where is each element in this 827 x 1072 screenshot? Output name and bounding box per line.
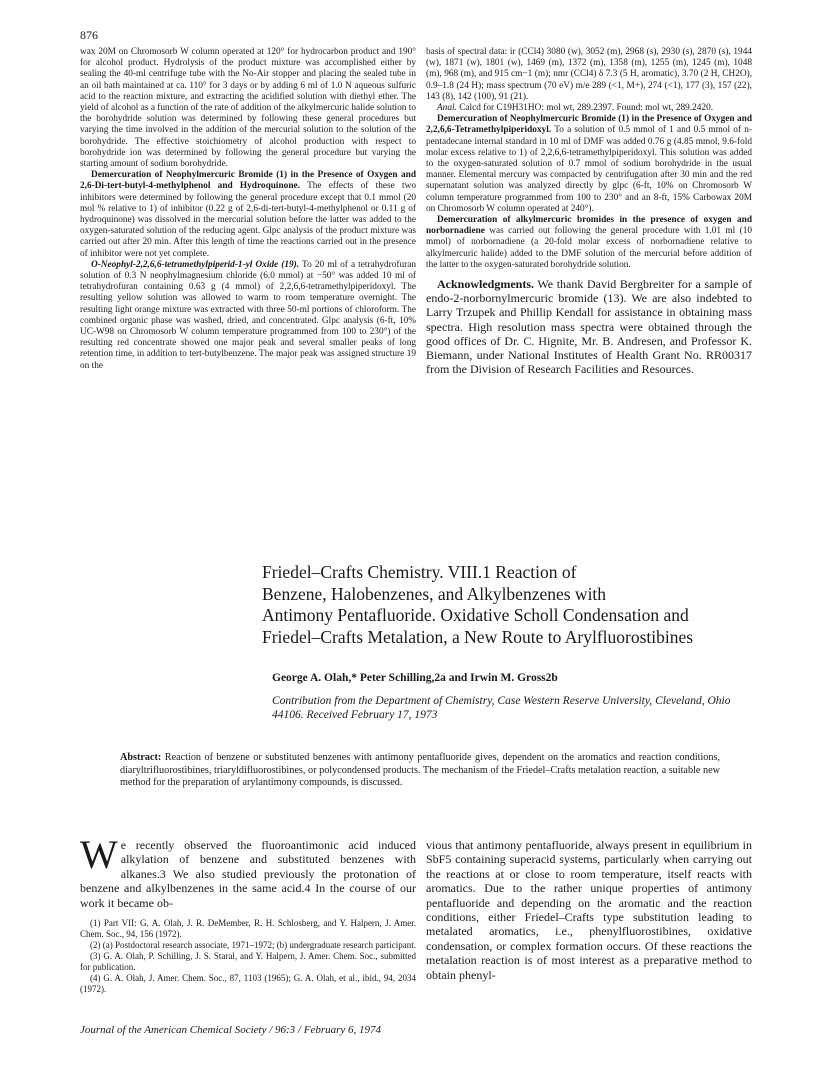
drop-cap: W: [80, 832, 118, 877]
paragraph: [80, 170, 416, 260]
acknowledgments: [426, 277, 752, 376]
intro-text: e recently observed the fluoroantimonic acid induced alkylation of benzene and substituted benzenes with alkanes.3 We also studied previously the protonation of benzene and alkylbenzenes in the same acid.4 In the course of our work it became ob-: [80, 838, 416, 910]
journal-footer: Journal of the American Chemical Society / 96:3 / February 6, 1974: [80, 1024, 382, 1036]
paragraph-body: We thank David Bergbreiter for a sample of endo-2-norbornylmercuric bromide (13). We are also indebted to Larry Trzupek and Phillip Kendall for assistance in obtaining mass spectra. High resolution mass spectra were obtained through the good offices of Dr. C. Hignite, Mr. B. Andresen, and Professor K. Biemann, under National Institutes of Health Grant No. RR00317 from the Division of Research Facilities and Resources.: [426, 277, 752, 377]
intro-right: vious that antimony pentafluoride, always present in equilibrium in SbF5 containing superacid systems, particularly when carrying out the reactions at or close to room temperature, itself reacts with aromatics. Due to the rather unique properties of antimony pentafluoride and depending on the aromatic and the reaction conditions, either Friedel–Crafts type substitution leading to metalated aromatics, i.e., phenylfluorostibines, oxidative condensation, or complex formation occurs. Of these reactions the metalation reaction is of most interest as a preparative method to obtain phenyl-: [426, 838, 752, 982]
abstract-label: Abstract:: [120, 752, 162, 763]
right-column: [426, 47, 752, 376]
footnote: (2) (a) Postdoctoral research associate, 1971–1972; (b) undergraduate research participant.: [90, 940, 416, 950]
section-heading: Demercuration of Neophylmercuric Bromide (1) in the Presence of Oxygen and 2,6-Di-tert-butyl-4-methylphenol and Hydroquinone.: [80, 170, 416, 192]
title-line: Friedel–Crafts Metalation, a New Route to Arylfluorostibines: [262, 626, 694, 647]
footnote: (3) G. A. Olah, P. Schilling, J. S. Staral, and Y. Halpern, J. Amer. Chem. Soc., submitted for publication.: [80, 951, 416, 972]
paragraph: [426, 103, 752, 114]
footnote: (4) G. A. Olah, J. Amer. Chem. Soc., 87, 1103 (1965); G. A. Olah, et al., ibid., 94, 2034 (1972).: [80, 973, 416, 994]
paragraph: [426, 215, 752, 271]
abstract-text: Reaction of benzene or substituted benzenes with antimony pentafluoride gives, dependent on the aromatics and reaction conditions, diaryltrifluorostibines, triaryldifluorostibines, or polycondensed products. The mechanism of the Friedel–Crafts metalation reaction, a suitable new method for the preparation of arylantimony compounds, is discussed.: [120, 752, 721, 789]
authors: George A. Olah,* Peter Schilling,2a and Irwin M. Gross2b: [272, 672, 558, 684]
title-line: Benzene, Halobenzenes, and Alkylbenzenes with: [262, 583, 607, 604]
paragraph-body: To 20 ml of a tetrahydrofuran solution of 0.3 N neophylmagnesium chloride (6.0 mmol) at −50° was added 10 ml of tetrahydrofuran containing 0.63 g (4 mmol) of 2,2,6,6-tetramethylpiperidoxyl. The resulting yellow solution was allowed to warm to room temperature overnight. The resulting light orange mixture was extracted with three 50-ml portions of chloroform. The combined organic phase was washed, dried, and concentrated. Glpc analysis (6-ft, 10% UC-W98 on Chromosorb W column temperature programmed from 100 to 230°) of the resulting red concentrate showed one major peak and several smaller peaks of long retention time, in addition to tert-butylbenzene. The major peak was assigned structure 19 on the: [80, 259, 417, 371]
intro-left: [80, 832, 416, 910]
article-title: [262, 562, 752, 648]
paragraph-body: was carried out following the general procedure with 1.01 ml (10 mmol) of norbornadiene (a 20-fold molar excess of norbornadiene relative to alkylmercuric halide) added to the DMF solution of the mercurial before addition of the latter to the oxygen-saturated borohydride solution.: [426, 226, 752, 270]
abstract: [120, 752, 720, 790]
left-column: [80, 47, 416, 372]
paragraph-body: Calcd for C19H31HO: mol wt, 289.2397. Found: mol wt, 289.2420.: [459, 103, 714, 114]
footnote: (1) Part VII: G. A. Olah, J. R. DeMember, R. H. Schlosberg, and Y. Halpern, J. Amer. Chem. Soc., 94, 156 (1972).: [80, 918, 416, 939]
paragraph: basis of spectral data: ir (CCl4) 3080 (w), 3052 (m), 2968 (s), 2930 (s), 2870 (s), 1944 (w), 1871 (w), 1801 (w), 1469 (m), 1372 (m), 1358 (m), 1255 (m), 1245 (m), 1048 (m), 968 (m), and 915 cm−1 (m); nmr (CCl4) δ 7.3 (5 H, aromatic), 3.70 (2 H, CH2O), 0.9–1.8 (24 H); mass spectrum (70 eV) m/e 289 (<1, M+), 274 (<1), 177 (3), 157 (22), 143 (8), 142 (100), 91 (21).: [426, 47, 752, 102]
section-heading: Demercuration of alkylmercuric bromides in the presence of oxygen and norbornadiene: [426, 215, 752, 237]
title-line: Friedel–Crafts Chemistry. VIII.1 Reaction of: [262, 562, 577, 582]
section-heading: O-Neophyl-2,2,6,6-tetramethylpiperid-1-yl Oxide (19).: [91, 259, 300, 270]
section-heading: Anal.: [437, 103, 457, 114]
paragraph: [426, 114, 752, 215]
paragraph: [80, 260, 416, 372]
section-heading: Acknowledgments.: [437, 277, 535, 292]
page-number: 876: [80, 28, 98, 42]
paragraph-body: The effects of these two inhibitors were determined by following the general procedure except that 0.1 mmol (20 mol % relative to 1) of inhibitor (0.22 g of 2,6-di-tert-butyl-4-methylphenol or 0.11 g of hydroquinone) was dissolved in the mercurial solution before the latter was added to the oxygen-saturated solution of the reducing agent. Glpc analysis of the product mixture was carried out after 20 min. After this length of time the reactions carried out in the presence of inhibitor were not yet complete.: [80, 181, 416, 259]
section-heading: Demercuration of Neophylmercuric Bromide (1) in the Presence of Oxygen and 2,2,6,6-Tetramethylpiperidoxyl.: [426, 114, 752, 136]
footnotes: [80, 918, 416, 995]
title-line: Antimony Pentafluoride. Oxidative Scholl Condensation and: [262, 605, 689, 626]
affiliation: Contribution from the Department of Chemistry, Case Western Reserve University, Cleveland, Ohio 44106. Received February 17, 1973: [272, 695, 731, 721]
paragraph: wax 20M on Chromosorb W column operated at 120° for hydrocarbon product and 190° for alcohol product. Hydrolysis of the product mixture was accomplished either by sealing the 40-ml centrifuge tube with the No-Air stopper and placing the sealed tube in an oil bath maintained at ca. 110° for 3 days or by adding 6 ml of 1.0 N aqueous sulfuric acid to the reaction mixture, and extracting the acidified solution with diethyl ether. The yield of alcohol as a function of the rate of addition of the alkylmercuric halide solution to the borohydride solution was determined by following these general procedures but varying the time involved in the addition of the mercurial solution to the solution of the borohydride. The effective stoichiometry of alcohol production with respect to borohydride ion was determined by following the general procedure but varying the starting amount of sodium borohydride.: [80, 47, 416, 170]
paragraph-body: To a solution of 0.5 mmol of 1 and 0.5 mmol of n-pentadecane internal standard in 10 ml of DMF was added 0.76 g (4.85 mmol, 9.6-fold molar excess relative to 1) of 2,2,6,6-tetramethylpiperidoxyl. This solution was added to the oxygen-saturated solution of 0.7 mmol of sodium borohydride in the usual manner. Elemental mercury was compacted by centrifugation after 30 min and the red supernatant solution was analyzed directly by glpc (6-ft, 10% on Chromosorb W column temperature programmed from 100 to 230° and an 8-ft, 15% Carbowax 20M on Chromosorb W column operated at 240°).: [426, 125, 752, 214]
